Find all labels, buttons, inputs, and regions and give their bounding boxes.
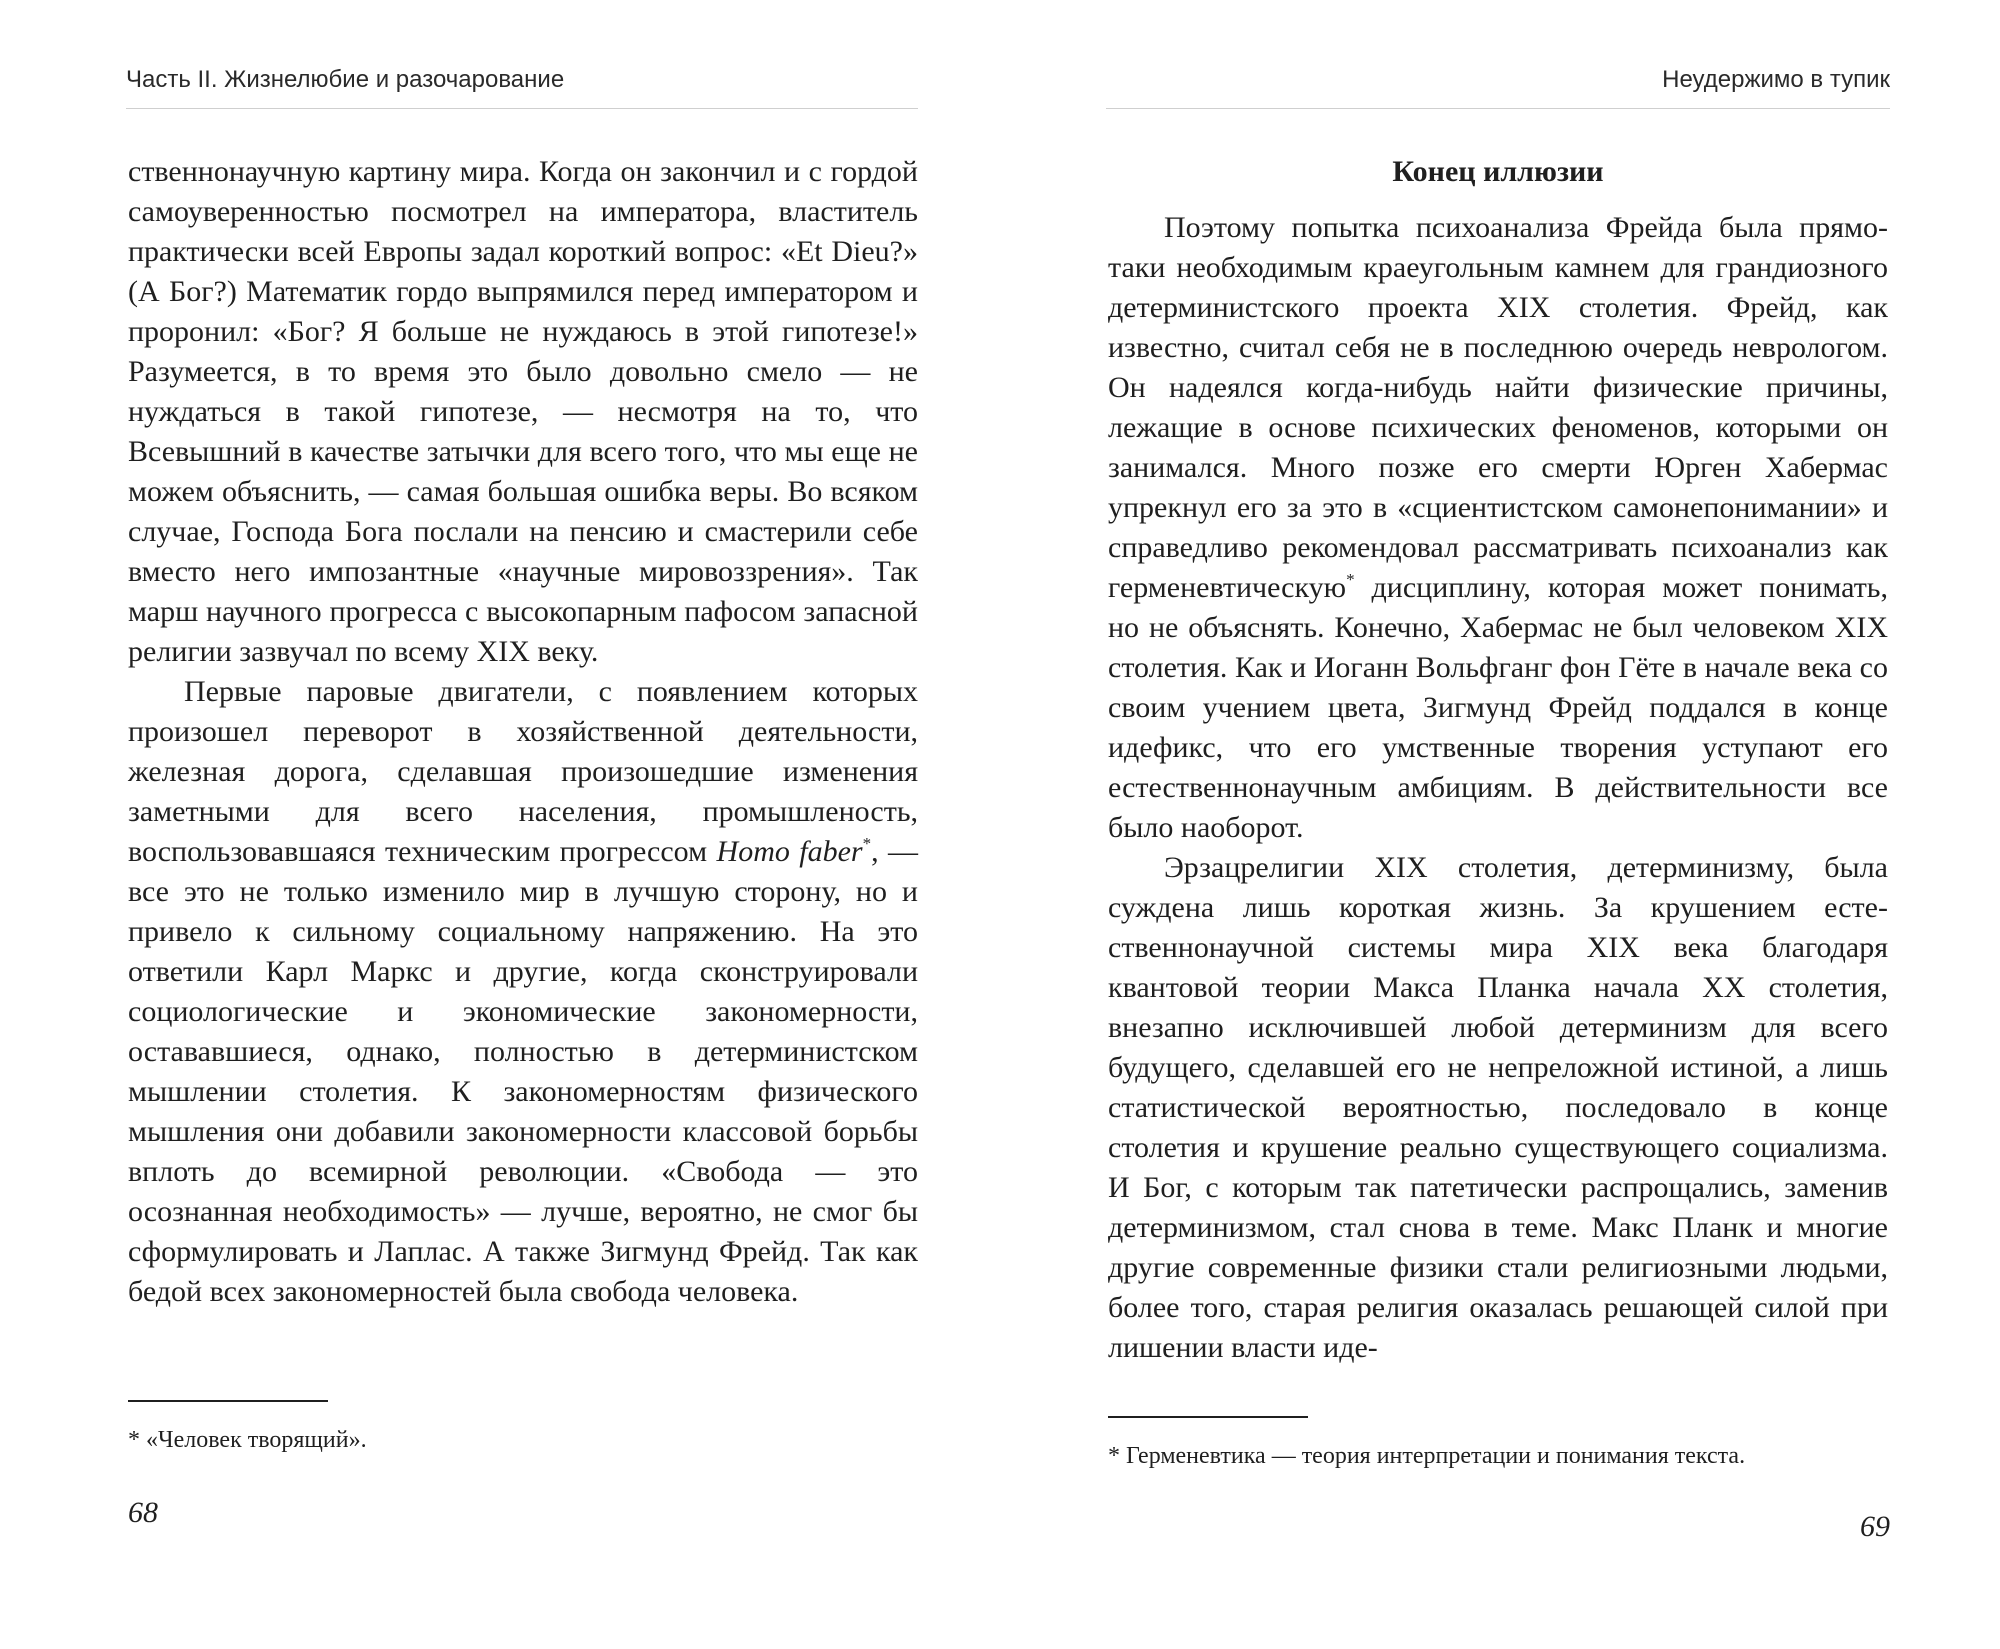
header-rule-right	[1106, 108, 1890, 109]
footnote-marker: *	[1346, 570, 1355, 589]
footnote-marker: *	[862, 834, 872, 853]
footnote-rule-right	[1108, 1416, 1308, 1418]
body-text-left	[128, 152, 918, 1312]
left-page	[0, 0, 990, 1649]
paragraph: Поэтому попытка психоанализа Фрейда была прямо-таки необходимым краеугольным камнем для грандиозного детерминистского проекта XIX столетия. Фрейд, как известно, считал себя не в последнюю очередь неврологом. Он надеялся когда-нибудь найти физические причины, лежащие в основе психических феноменов, которыми он занимался. Много позже его смерти Юрген Хабермас упрекнул его за это в «сциентистском самонепонимании» и справедливо рекомендовал рассматривать психоанализ как герменевтическую* дисциплину, которая может понимать, но не объяснять. Конечно, Хабермас не был человеком XIX столетия. Как и Иоганн Вольфганг фон Гёте в начале века со своим учением цвета, Зигмунд Фрейд поддался в конце идефикс, что его умственные творения уступают его естественнонаучным амбициям. В действительности все было наоборот.	[1108, 211, 1888, 844]
italic-term: Homo faber	[716, 835, 863, 868]
body-text-right	[1108, 152, 1888, 1368]
paragraph-continued: ственнонаучную картину мира. Когда он закончил и с гордой самоуверенностью посмотрел на императора, властитель практически всей Европы задал короткий вопрос: «Et Dieu?» (А Бог?) Математик гордо выпрямился перед императором и проронил: «Бог? Я больше не нуждаюсь в этой гипотезе!» Разумеется, в то время это было довольно смело — не нуждаться в такой гипотезе, — несмотря на то, что Всевышний в качестве затычки для всего того, что мы еще не можем объяснить, — самая большая ошибка веры. Во всяком случае, Господа Бога послали на пенсию и смастерили себе вместо него импозантные «научные мировоззрения». Так марш научного прогресса с высокопарным пафосом запасной религии зазвучал по всему XIX веку.	[128, 155, 918, 668]
section-title: Конец иллюзии	[1392, 155, 1604, 188]
paragraph: Первые паровые двигатели, с появлением которых произошел переворот в хозяйственной деятельности, железная дорога, сделавшая произошедшие изменения заметными для всего населения, промышленость, воспользовавшаяся техническим прогрессом Homo faber*, — все это не только изменило мир в лучшую сторону, но и привело к сильному социальному напряжению. На это ответили Карл Маркс и другие, когда сконструировали социологические и экономические закономерности, остававшиеся, однако, полностью в детерминистском мышлении столетия. К закономерностям физического мышления они добавили закономерности классовой борьбы вплоть до всемирной революции. «Свобода — это осознанная необходимость» — лучше, вероятно, не смог бы сформулировать и Лаплас. А также Зигмунд Фрейд. Так как бедой всех закономерностей была свобода человека.	[128, 675, 919, 1308]
footnote-rule-left	[128, 1400, 328, 1402]
footnote-right: * Герменевтика — теория интерпретации и понимания текста.	[1108, 1443, 1746, 1469]
paragraph: Эрзацрелигии XIX столетия, детерминизму, была суждена лишь короткая жизнь. За крушением естественнонаучной системы мира XIX века благодаря квантовой теории Макса Планка начала XX столетия, внезапно исключившей любой детерминизм для всего будущего, сделавшей его не непреложной истиной, а лишь статистической вероятностью, последовало в конце столетия и крушение реально существующего социализма. И Бог, с которым так патетически распрощались, заменив детерминизмом, стал снова в теме. Макс Планк и многие другие современные физики стали религиозными людьми, более того, старая религия оказалась решающей силой при лишении власти иде-	[1108, 851, 1888, 1364]
right-page	[1010, 0, 2000, 1649]
footnote-left: * «Человек творящий».	[128, 1427, 367, 1453]
page-number-left: 68	[128, 1496, 158, 1529]
page-number-right: 69	[1860, 1510, 1890, 1543]
running-head-left: Часть II. Жизнелюбие и разочарование	[126, 66, 565, 93]
header-rule-left	[126, 108, 918, 109]
running-head-right: Неудержимо в тупик	[1662, 66, 1890, 93]
